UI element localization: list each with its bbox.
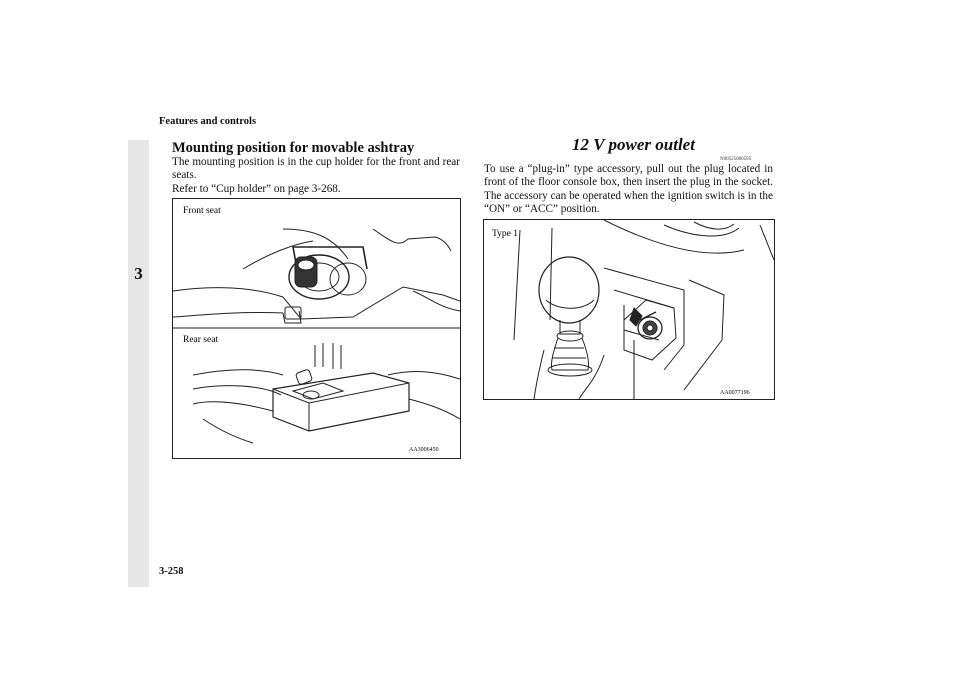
right-figure-id: AA0077196	[720, 390, 750, 396]
section-code: N00525000595	[720, 157, 752, 162]
page-number: 3-258	[159, 566, 184, 577]
section-header: Features and controls	[159, 116, 257, 127]
ashtray-heading: Mounting position for movable ashtray	[172, 140, 415, 156]
ashtray-text: The mounting position is in the cup holder for the front and rear seats.	[172, 156, 460, 182]
type-1-label: Type 1	[492, 229, 518, 239]
power-outlet-heading: 12 V power outlet	[572, 135, 695, 154]
power-outlet-paragraph: To use a “plug-in” type accessory, pull out the plug located in front of the floor console box, then insert the plug in the socket. The accessory can be operated when the ignition switch is in the “ON” or “ACC” position.	[484, 163, 773, 216]
left-figure-id: AA3006450	[409, 447, 439, 453]
ashtray-figure	[172, 198, 461, 459]
front-seat-label: Front seat	[183, 206, 221, 216]
chapter-tab-number: 3	[134, 264, 143, 283]
cup-holder-reference: Refer to “Cup holder” on page 3-268.	[172, 182, 341, 195]
chapter-tab	[128, 140, 149, 587]
power-outlet-illustration	[484, 220, 774, 399]
ashtray-paragraph	[172, 156, 460, 196]
rear-seat-label: Rear seat	[183, 335, 219, 345]
power-outlet-figure	[483, 219, 775, 400]
ashtray-illustration	[173, 199, 460, 458]
